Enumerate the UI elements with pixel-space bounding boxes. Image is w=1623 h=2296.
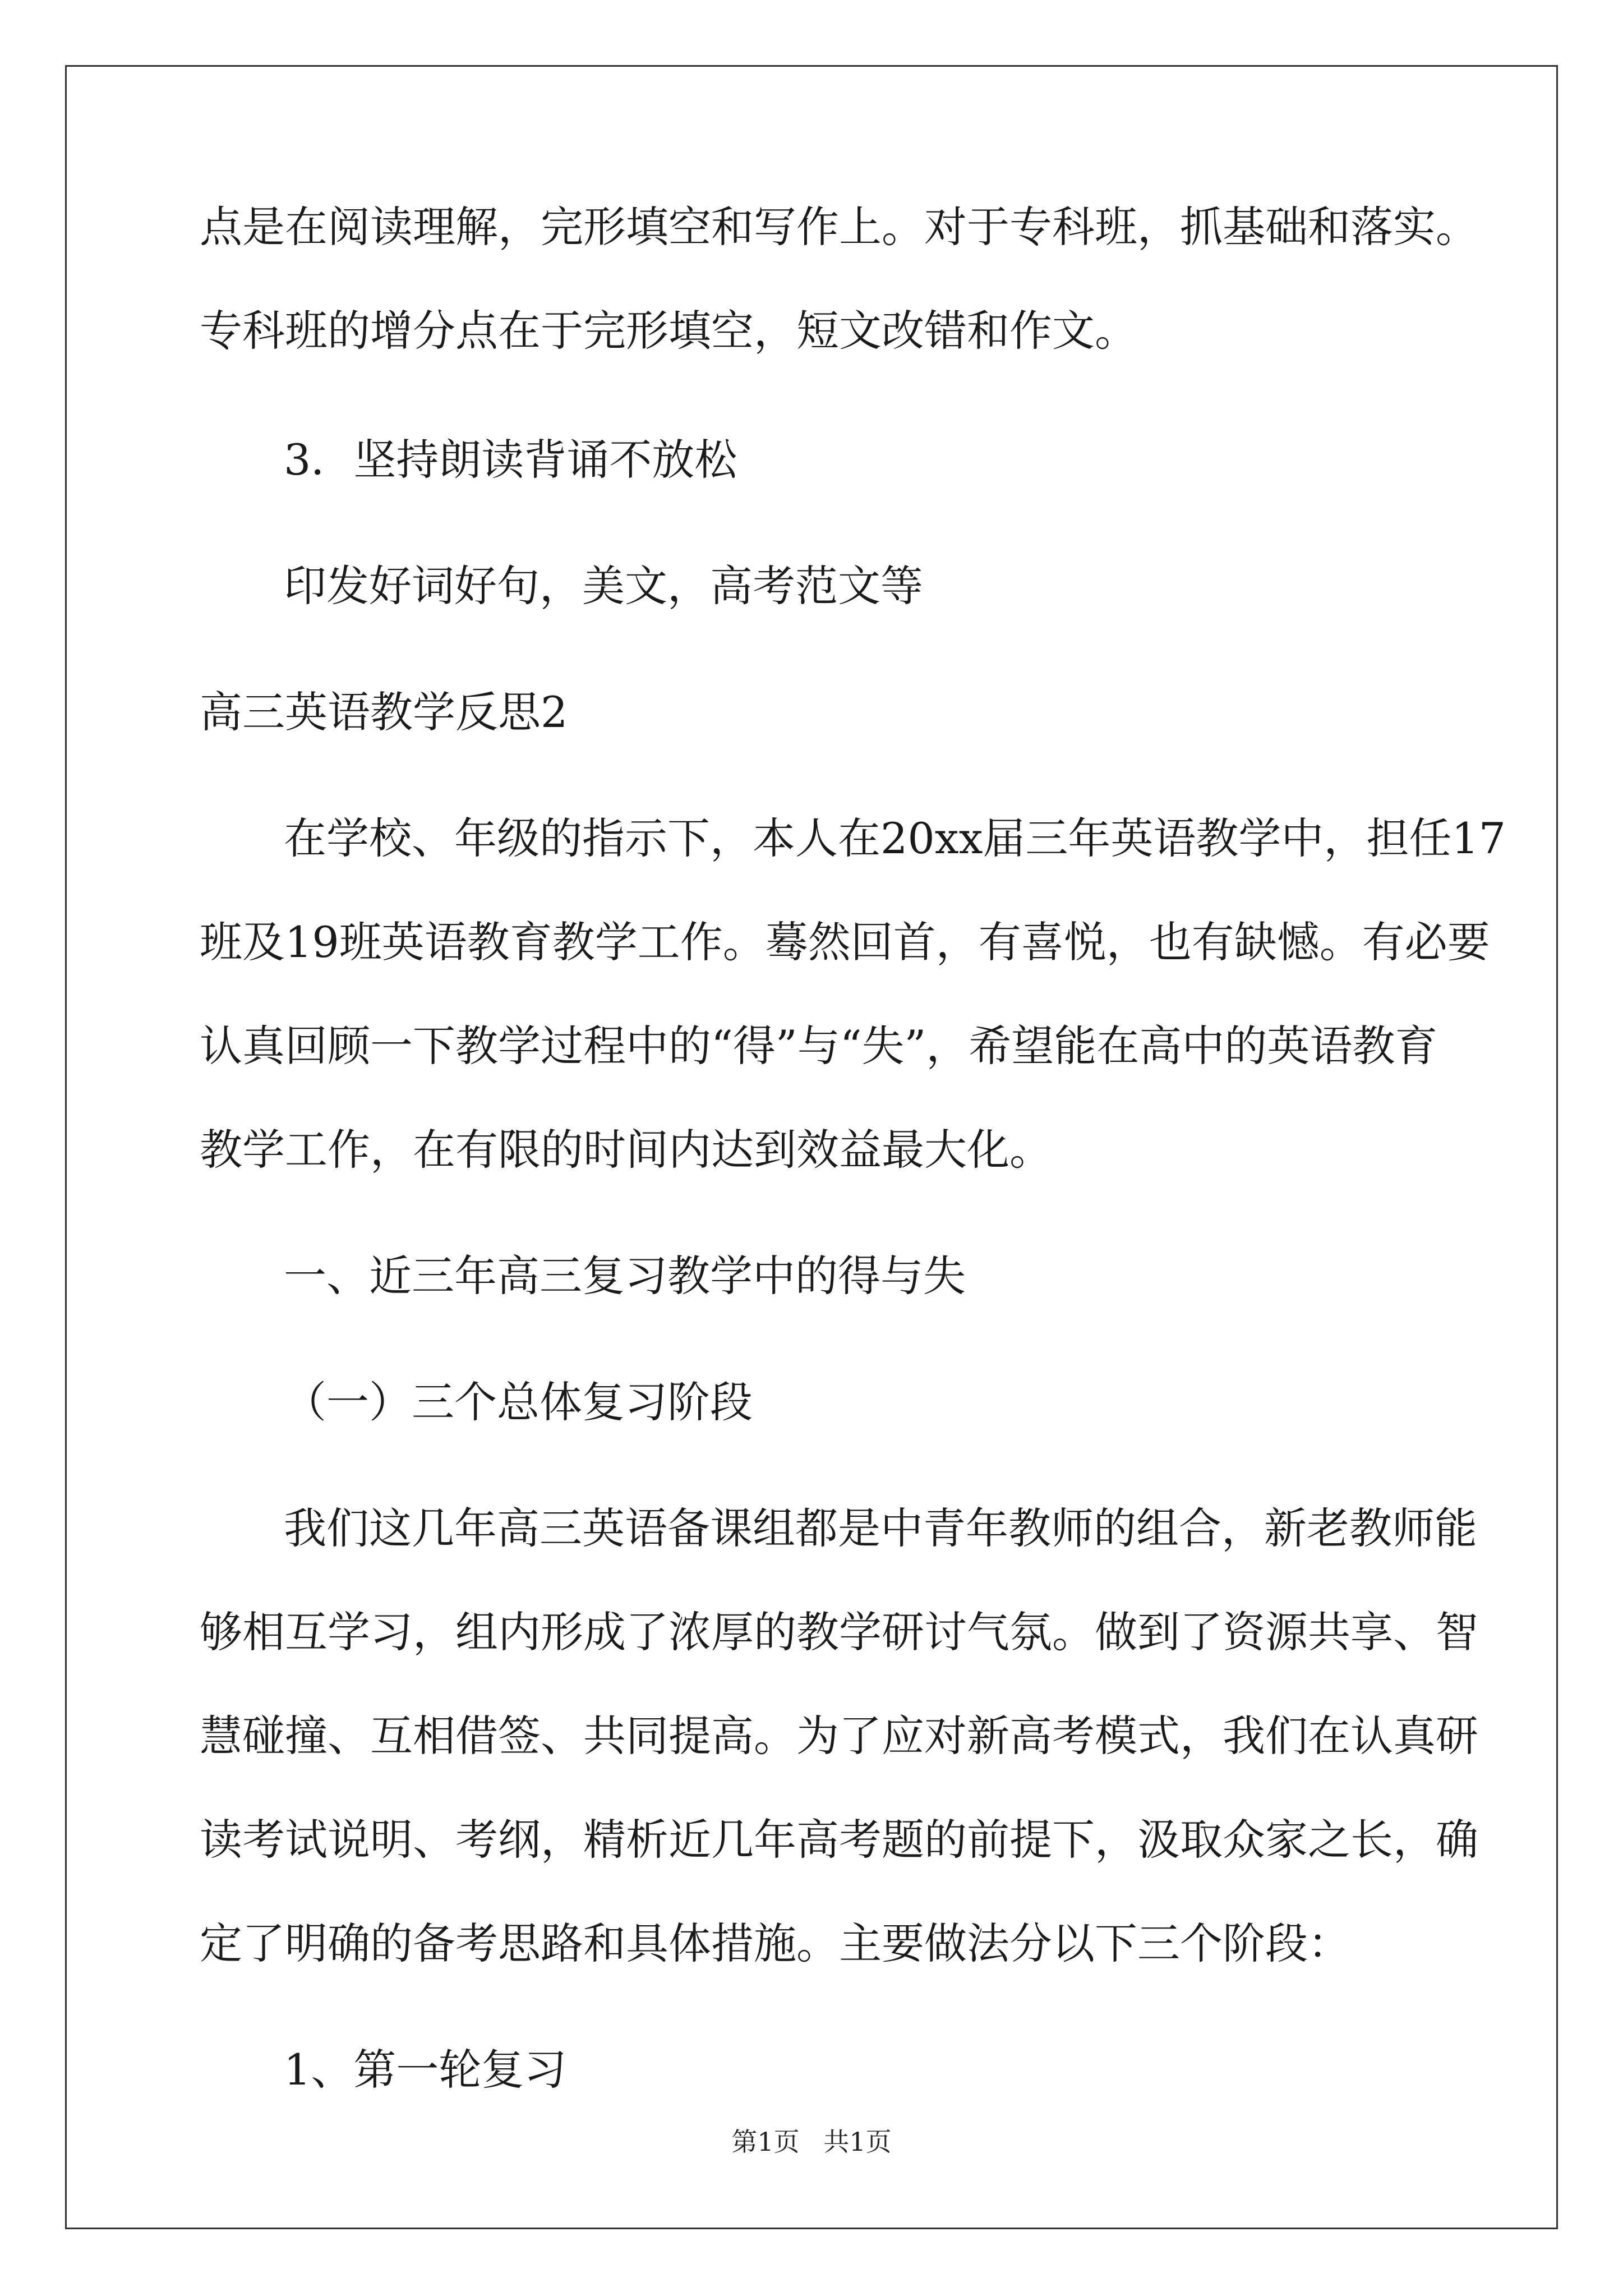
text-line: 在学校、年级的指示下，本人在20xx届三年英语教学中，担任17: [284, 813, 1506, 863]
text-line: 够相互学习，组内形成了浓厚的教学研讨气氛。做到了资源共享、智: [200, 1607, 1478, 1657]
page-number: 第1页: [731, 2127, 800, 2157]
text-line: 专科班的增分点在于完形填空，短文改错和作文。: [200, 306, 1137, 356]
text-line: 班及19班英语教育教学工作。蓦然回首，有喜悦，也有缺憾。有必要: [200, 917, 1490, 967]
list-heading: 3．坚持朗读背诵不放松: [284, 435, 737, 485]
text-line: 我们这几年高三英语备课组都是中青年教师的组合，新老教师能: [284, 1503, 1477, 1553]
text-line: 教学工作，在有限的时间内达到效益最大化。: [200, 1125, 1052, 1175]
section-heading: 一、近三年高三复习教学中的得与失: [284, 1251, 966, 1301]
section-title: 高三英语教学反思2: [200, 687, 568, 737]
page-total: 共1页: [823, 2127, 892, 2157]
text-line: 认真回顾一下教学过程中的“得”与“失”，希望能在高中的英语教育: [200, 1021, 1438, 1071]
text-line: 定了明确的备考思路和具体措施。主要做法分以下三个阶段：: [200, 1918, 1350, 1968]
text-line: 点是在阅读理解，完形填空和写作上。对于专科班，抓基础和落实。: [200, 202, 1478, 252]
subsection-heading: （一）三个总体复习阶段: [284, 1377, 753, 1427]
list-heading: 1、第一轮复习: [284, 2045, 567, 2095]
text-line: 慧碰撞、互相借签、共同提高。为了应对新高考模式，我们在认真研: [200, 1711, 1478, 1761]
page-footer: [0, 2125, 1623, 2159]
text-line: 印发好词好句，美文，高考范文等: [284, 561, 923, 611]
text-line: 读考试说明、考纲，精析近几年高考题的前提下，汲取众家之长，确: [200, 1815, 1478, 1865]
